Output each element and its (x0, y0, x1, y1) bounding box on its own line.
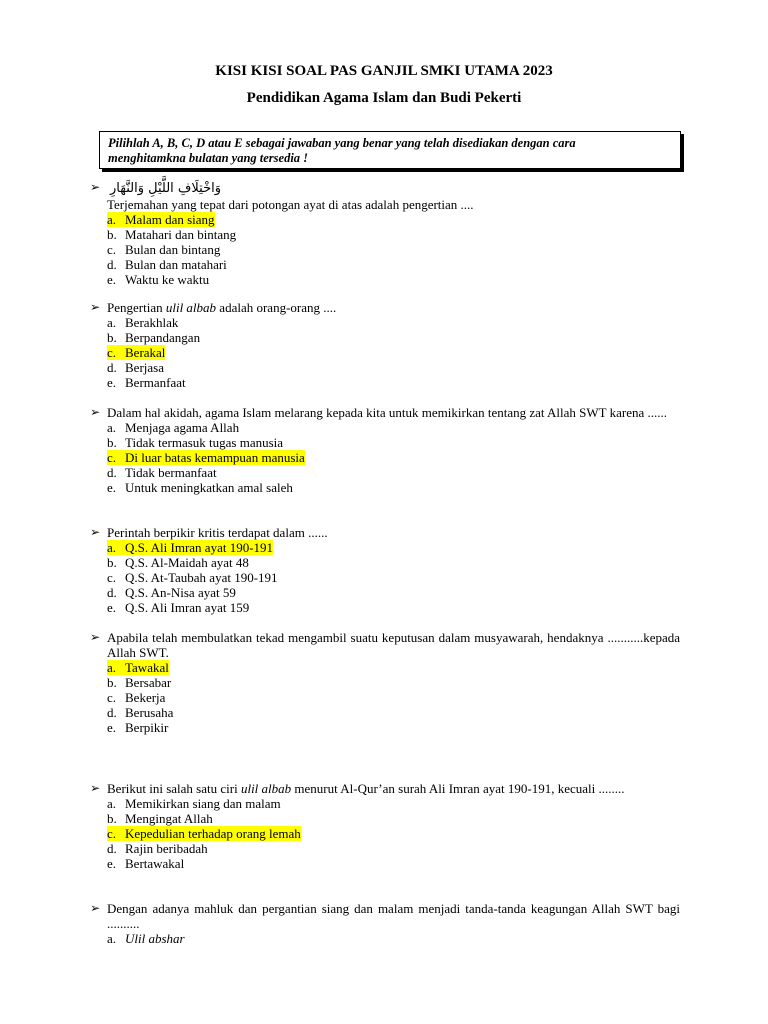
question-1-stem (88, 197, 680, 212)
answer-option-content (107, 257, 227, 272)
option-letter: e. (107, 600, 117, 615)
answer-option (88, 540, 680, 555)
answer-option-content (107, 555, 249, 570)
answer-option (88, 856, 680, 871)
option-text: Ulil abshar (125, 931, 185, 946)
option-text: Rajin beribadah (125, 841, 208, 856)
option-letter: e. (107, 480, 117, 495)
option-letter: c. (107, 570, 117, 585)
option-text: Memikirkan siang dan malam (125, 796, 281, 811)
arrow-bullet-icon: ➢ (90, 630, 101, 644)
option-text: Tidak termasuk tugas manusia (125, 435, 284, 450)
answer-option-content (107, 435, 283, 450)
option-letter: a. (107, 315, 117, 330)
answer-option (88, 690, 680, 705)
answer-option (88, 212, 680, 227)
option-letter: b. (107, 435, 117, 450)
stem-text: Dengan adanya mahluk dan pergantian siang dan malam menjadi tanda-tanda keagungan Allah SWT bagi .......... (107, 901, 680, 931)
option-text: Q.S. Ali Imran ayat 190-191 (125, 540, 274, 555)
option-letter: c. (107, 345, 117, 360)
option-text: Tidak bermanfaat (125, 465, 217, 480)
highlighted-answer (107, 345, 165, 360)
answer-option (88, 796, 680, 811)
question-3-options (88, 420, 680, 495)
answer-option (88, 675, 680, 690)
answer-option (88, 555, 680, 570)
option-text: Menjaga agama Allah (125, 420, 240, 435)
answer-option (88, 480, 680, 495)
option-letter: e. (107, 856, 117, 871)
answer-option-content (107, 690, 165, 705)
answer-option-content (107, 585, 236, 600)
question-3 (88, 405, 680, 495)
answer-option-content (107, 375, 186, 390)
stem-text: Pengertian (107, 300, 166, 315)
arrow-bullet-icon: ➢ (90, 525, 101, 539)
answer-option-content (107, 705, 173, 720)
option-letter: d. (107, 257, 117, 272)
answer-option-content (107, 675, 171, 690)
option-text: Berpikir (125, 720, 169, 735)
option-text: Malam dan siang (125, 212, 215, 227)
option-text: Di luar batas kemampuan manusia (125, 450, 305, 465)
question-4-options (88, 540, 680, 615)
option-text: Untuk meningkatkan amal saleh (125, 480, 293, 495)
option-letter: c. (107, 450, 117, 465)
option-letter: c. (107, 690, 117, 705)
instructions-box (99, 131, 681, 169)
highlighted-answer (107, 826, 301, 841)
answer-option-content (107, 465, 217, 480)
option-letter: a. (107, 931, 117, 946)
arrow-bullet-icon: ➢ (90, 405, 101, 419)
option-letter: b. (107, 675, 117, 690)
option-letter: b. (107, 555, 117, 570)
answer-option (88, 465, 680, 480)
answer-option (88, 242, 680, 257)
question-2 (88, 300, 680, 390)
answer-option (88, 315, 680, 330)
answer-option (88, 600, 680, 615)
document-title: KISI KISI SOAL PAS GANJIL SMKI UTAMA 2023 (215, 63, 553, 79)
option-letter: d. (107, 585, 117, 600)
answer-option-content (107, 931, 185, 946)
answer-option (88, 660, 680, 675)
option-letter: a. (107, 212, 117, 227)
question-7 (88, 901, 680, 946)
question-4 (88, 525, 680, 615)
answer-option-content (107, 811, 213, 826)
option-text: Q.S. Ali Imran ayat 159 (125, 600, 250, 615)
option-letter: d. (107, 360, 117, 375)
stem-text: Perintah berpikir kritis terdapat dalam ...... (107, 525, 328, 540)
option-text: Tawakal (125, 660, 169, 675)
option-text: Bertawakal (125, 856, 185, 871)
question-7-stem (88, 901, 680, 931)
stem-text: Apabila telah membulatkan tekad mengambil suatu keputusan dalam musyawarah, hendaknya ...........kepada Allah SWT. (107, 630, 680, 660)
question-3-stem (88, 405, 680, 420)
option-text: Bersabar (125, 675, 172, 690)
answer-option (88, 435, 680, 450)
question-6-stem (88, 781, 680, 796)
option-text: Bermanfaat (125, 375, 186, 390)
answer-option (88, 345, 680, 360)
answer-option-content (107, 242, 220, 257)
option-letter: b. (107, 811, 117, 826)
option-letter: a. (107, 420, 117, 435)
highlighted-answer (107, 660, 169, 675)
option-text: Q.S. At-Taubah ayat 190-191 (125, 570, 278, 585)
answer-option-content (107, 856, 184, 871)
stem-text: Terjemahan yang tepat dari potongan ayat di atas adalah pengertian .... (107, 197, 474, 212)
option-text: Berjasa (125, 360, 164, 375)
option-letter: a. (107, 540, 117, 555)
option-text: Kepedulian terhadap orang lemah (125, 826, 301, 841)
answer-option (88, 826, 680, 841)
answer-option-content (107, 420, 239, 435)
answer-option (88, 841, 680, 856)
answer-option-content (107, 315, 178, 330)
answer-option (88, 420, 680, 435)
question-1-arabic-line (88, 180, 680, 197)
question-7-options (88, 931, 680, 946)
answer-option (88, 330, 680, 345)
answer-option (88, 720, 680, 735)
option-letter: e. (107, 375, 117, 390)
answer-option (88, 931, 680, 946)
arrow-bullet-icon: ➢ (90, 180, 101, 194)
option-text: Berpandangan (125, 330, 201, 345)
option-letter: d. (107, 465, 117, 480)
question-5-options (88, 660, 680, 735)
highlighted-answer (107, 540, 273, 555)
option-text: Bulan dan matahari (125, 257, 227, 272)
question-6-options (88, 796, 680, 871)
option-letter: b. (107, 227, 117, 242)
document-subtitle: Pendidikan Agama Islam dan Budi Pekerti (246, 90, 522, 106)
stem-italic-term: ulil albab (240, 781, 292, 796)
arrow-bullet-icon: ➢ (90, 781, 101, 795)
question-1 (88, 180, 680, 287)
arrow-bullet-icon: ➢ (90, 901, 101, 915)
answer-option (88, 227, 680, 242)
option-letter: a. (107, 796, 117, 811)
stem-text: Dalam hal akidah, agama Islam melarang kepada kita untuk memikirkan tentang zat Allah SWT karena ...... (107, 405, 668, 420)
stem-text: Berikut ini salah satu ciri (107, 781, 241, 796)
option-text: Q.S. An-Nisa ayat 59 (125, 585, 236, 600)
option-letter: d. (107, 841, 117, 856)
instructions-line-2: menghitamkna bulatan yang tersedia ! (108, 151, 309, 165)
arrow-bullet-icon: ➢ (90, 300, 101, 314)
answer-option-content (107, 841, 208, 856)
highlighted-answer (107, 212, 215, 227)
answer-option (88, 360, 680, 375)
option-letter: e. (107, 272, 117, 287)
option-text: Waktu ke waktu (125, 272, 210, 287)
answer-option (88, 375, 680, 390)
option-text: Berakhlak (125, 315, 179, 330)
stem-text: menurut Al-Qur’an surah Ali Imran ayat 190-191, kecuali ........ (291, 781, 625, 796)
stem-italic-term: ulil albab (165, 300, 217, 315)
option-letter: b. (107, 330, 117, 345)
question-2-options (88, 315, 680, 390)
question-6 (88, 781, 680, 871)
option-letter: a. (107, 660, 117, 675)
option-letter: d. (107, 705, 117, 720)
option-text: Bekerja (125, 690, 166, 705)
question-5-stem (88, 630, 680, 660)
stem-text: adalah orang-orang .... (216, 300, 337, 315)
answer-option-content (107, 796, 281, 811)
answer-option (88, 570, 680, 585)
answer-option-content (107, 600, 249, 615)
answer-option (88, 450, 680, 465)
option-letter: c. (107, 826, 117, 841)
answer-option-content (107, 272, 209, 287)
answer-option-content (107, 720, 168, 735)
question-2-stem (88, 300, 680, 315)
answer-option-content (107, 227, 236, 242)
answer-option (88, 585, 680, 600)
option-text: Berakal (125, 345, 166, 360)
option-letter: c. (107, 242, 117, 257)
instructions-line-1: Pilihlah A, B, C, D atau E sebagai jawaban yang benar yang telah disediakan dengan cara (108, 136, 576, 150)
question-4-stem (88, 525, 680, 540)
arabic-verse: وَاخْتِلَافِ اللَّيْلِ وَالنَّهَارِ (110, 181, 221, 196)
highlighted-answer (107, 450, 305, 465)
question-5 (88, 630, 680, 735)
answer-option-content (107, 330, 200, 345)
answer-option (88, 705, 680, 720)
option-text: Berusaha (125, 705, 174, 720)
question-1-options (88, 212, 680, 287)
answer-option (88, 272, 680, 287)
answer-option-content (107, 480, 293, 495)
option-letter: e. (107, 720, 117, 735)
option-text: Bulan dan bintang (125, 242, 221, 257)
option-text: Matahari dan bintang (125, 227, 237, 242)
answer-option-content (107, 570, 278, 585)
answer-option (88, 811, 680, 826)
option-text: Q.S. Al-Maidah ayat 48 (125, 555, 249, 570)
option-text: Mengingat Allah (125, 811, 213, 826)
answer-option (88, 257, 680, 272)
answer-option-content (107, 360, 164, 375)
